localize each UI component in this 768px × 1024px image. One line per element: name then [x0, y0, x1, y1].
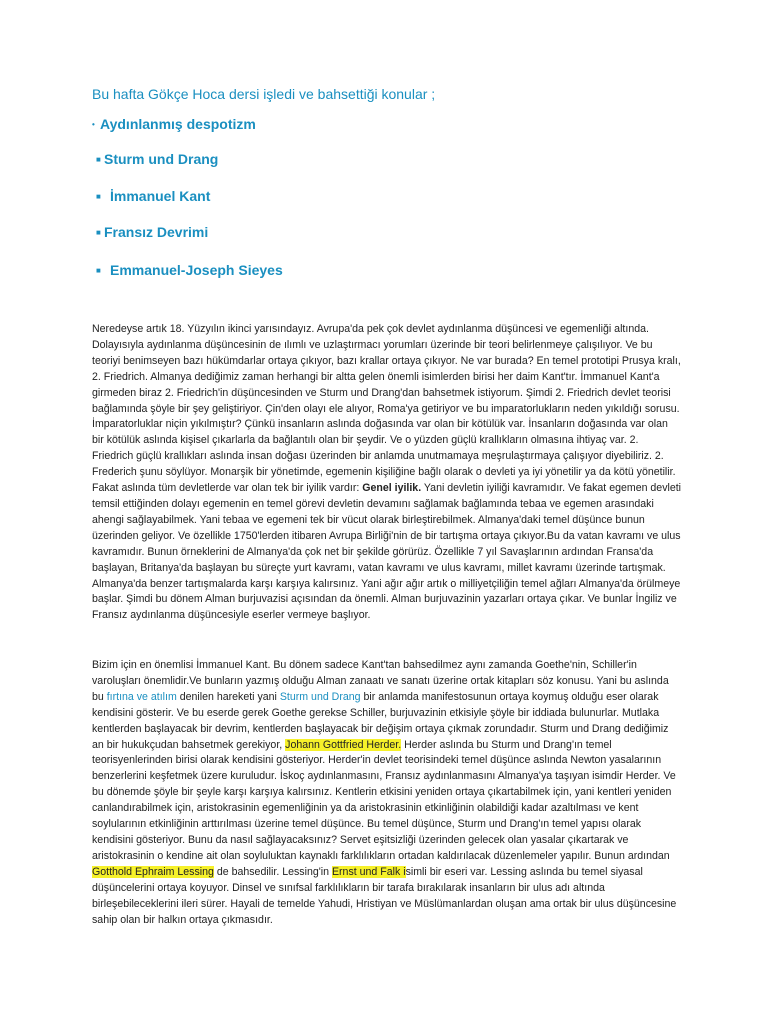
paragraph-2 [92, 658, 682, 928]
paragraph-text: Herder aslında bu Sturm und Drang'ın temel teorisyenlerinden birisi olarak kendisini gösteriyor. Herder'in devlet teorisindeki temel düşünce aslında Newton yasalarının benzerlerini keşfetmek üzere kuruludur. İskoç aydınlanmasını, Fransız aydınlanmasını Almanya'ya taşıyan isimdir Herder. Ve bu dönemde şöyle bir şeyle karşı karşıya kalırsınız. Kentlerin etkisini yeniden ortaya çıkartabilmek için, yani kentleri yeniden canlandırabilmek için, aristokrasinin egemenliğinin ya da aristokrasinin etkinliğinin olabildiği kadar azaltılması ve kent soylularının etkinliğinin arttırılması üzerine temel düşünce. Bu temel düşünce, Sturm und Drang'ın temel yapısı olarak kendisini gösteriyor. Bunu da nasıl sağlayacaksınız? Servet eşitsizliği üzerinden gelecek olan yasalar çıkartarak ve aristokrasinin o kendine ait olan soyluluktan kaynaklı farklılıkların ortadan kaldırılacak düzenlemeler yapılır. Bunun ardından [92, 738, 676, 862]
bullet-icon: • [92, 120, 95, 129]
topic-label: Fransız Devrimi [104, 224, 209, 240]
bold-term: Genel iyilik. [362, 482, 422, 495]
paragraph-text: Neredeyse artık 18. Yüzyılın ikinci yarısındayız. Avrupa'da pek çok devlet aydınlanma düşüncesi ve egemenliği altında. Dolayısıyla aydınlanma düşüncesinin de ılımlı ve uzlaştırmacı yorumları üzerinde bir teori belirlenmeye çalışılıyor. Ve bu teoriyi benimseyen bazı hükümdarlar ortaya çıkıyor, bazı krallar ortaya çıkıyor. Ne var burada? En temel prototipi Prusya kralı, 2. Friedrich. Almanya dediğimiz zaman herhangi bir altta gelen önemli isimlerden birisi her daim Kant'tır. İmmanuel Kant'a girmeden biraz 2. Friedrich'in düşüncesinden ve Sturm und Drang'dan bahsetmek istiyorum. Şimdi 2. Friedrich devlet teorisi bağlamında şöyle bir şey geliştiriyor. Çin'den olayı ele alıyor, Roma'ya getiriyor ve bu imparatorlukların neden yıkıldığı sorusu. İmparatorluklar niçin yıkılmıştır? Çünkü insanların aslında doğasında var olan bir kötülük var. İnsanların doğasında var olan bir kötülük aslında kişisel çıkarlarla da bağlantılı olan bir şeydir. Ve o yüzden güçlü krallıkların olmasına ihtiyaç var. 2. Friedrich güçlü krallıkları aslında insan doğası üzerinden bir anlamda unutmamaya meşrulaştırmaya çalışıyor diyebiliriz. 2. Frederich şunu söylüyor. Monarşik bir yönetimde, egemenin kişiliğine bağlı olarak o devleti ya iyi yönetilir ya da kötü yönetilir. Fakat aslında tüm devletlerde var olan tek bir iyilik vardır: [92, 323, 681, 495]
paragraph-text: de bahsedilir. Lessing'in [213, 865, 332, 878]
paragraph-text: bir anlamda manifestosunun ortaya koymuş olduğu eser olarak kendisini gösterir. Ve bu eserde gerek Goethe gerekse Schiller, burjuvazinin etkisiyle şöyle bir iddiada bulunurlar. Mutlaka kentlerden başlayacak bir devrim, kentlerden başlayacak bir değişim ortaya çıkmak zorundadır. Sturm und Drang dediğimiz an bir hukukçudan bahsetmek gerekiyor, [92, 690, 669, 751]
bullet-icon: ■ [96, 228, 101, 237]
topic-label: Emmanuel-Joseph Sieyes [110, 262, 283, 278]
highlight-ernst-und-falk: Ernst und Falk i [331, 865, 406, 878]
paragraph-text: Yani devletin iyiliği kavramıdır. Ve fakat egemen devleti temsil ettiğinden dolayı egemenin en temel görevi devletin devamını sağlamak bağlamında tebaa ve egemen arasındaki ahengi sağlayabilmek. Yani tebaa ve egemeni tek bir vücut olarak birleştirebilmek. Almanya'daki temel düşünce bunun üzerinden geliyor. Ve özellikle 1750'lerden itibaren Avrupa Birliği'nin de bir tartışma ortaya çıkıyor.Bu da vatan kavramı ve ulus kavramıdır. Bunun örneklerini de Almanya'da çok net bir şekilde görürüz. Özellikle 7 yıl Savaşlarının ardından Fransa'da başlayan, Britanya'da başlayan bu süreçte yurt kavramı, vatan kavramı ve ulus kavramı, millet kavramı üzerinde tartışmak. Almanya'da benzer tartışmalarda karşı karşıya kalırsınız. Yani ağır ağır artık o milliyetçiliğin temel ağları Almanya'da örülmeye başlar. Şimdi bu dönem Alman burjuvazisi açısından da önemli. Alman burjuvazinin yazarları ortaya çıkar. Ve bunlar İngiliz ve Fransız aydınlanma düşüncesiyle eserler vermeye başlıyor. [92, 482, 682, 622]
intro-line: Bu hafta Gökçe Hoca dersi işledi ve bahsettiği konular ; [92, 86, 436, 102]
paragraph-text: denilen hareketi yani [176, 690, 280, 703]
bullet-icon: ■ [96, 192, 101, 201]
topic-item [92, 151, 218, 167]
topic-label: İmmanuel Kant [110, 188, 211, 204]
bullet-icon: ■ [96, 155, 101, 164]
topic-label: Aydınlanmış despotizm [100, 116, 256, 132]
topic-item [92, 188, 210, 204]
link-sturm-und-drang[interactable]: Sturm und Drang [279, 690, 361, 703]
topic-label: Sturm und Drang [104, 151, 219, 167]
paragraph-text: Bizim için en önemlisi İmmanuel Kant. Bu dönem sadece Kant'tan bahsedilmez aynı zamanda Goethe'nin, Schiller'in varoluşları önemlidir.Ve bunların yazmış olduğu Alman zanaatı ve sanatı üzerine ortak kitapları söz konusu. Yani bu aslında bu [92, 659, 669, 703]
topic-item [92, 224, 208, 240]
paragraph-text: simli bir eseri var. Lessing aslında bu temel siyasal düşüncelerini ortaya koyuyor. Dinsel ve sınıfsal farklılıkların bir tarafa bırakılarak insanların bir ulus adı altında birleşebileceklerini ileri sürer. Hayali de temelde Yahudi, Hristiyan ve Müslümanlardan oluşan ama ortak bir ulus düşüncesine sahip olan bir halkın ortaya çıkmasıdır. [92, 865, 677, 926]
link-firtina-ve-atilim[interactable]: fırtına ve atılım [106, 690, 177, 703]
topic-item [92, 116, 256, 132]
bullet-icon: ■ [96, 266, 101, 275]
topic-item [92, 262, 283, 278]
paragraph-1 [92, 322, 682, 624]
highlight-lessing: Gotthold Ephraim Lessing [92, 865, 214, 878]
highlight-herder: Johann Gottfried Herder. [285, 738, 402, 751]
